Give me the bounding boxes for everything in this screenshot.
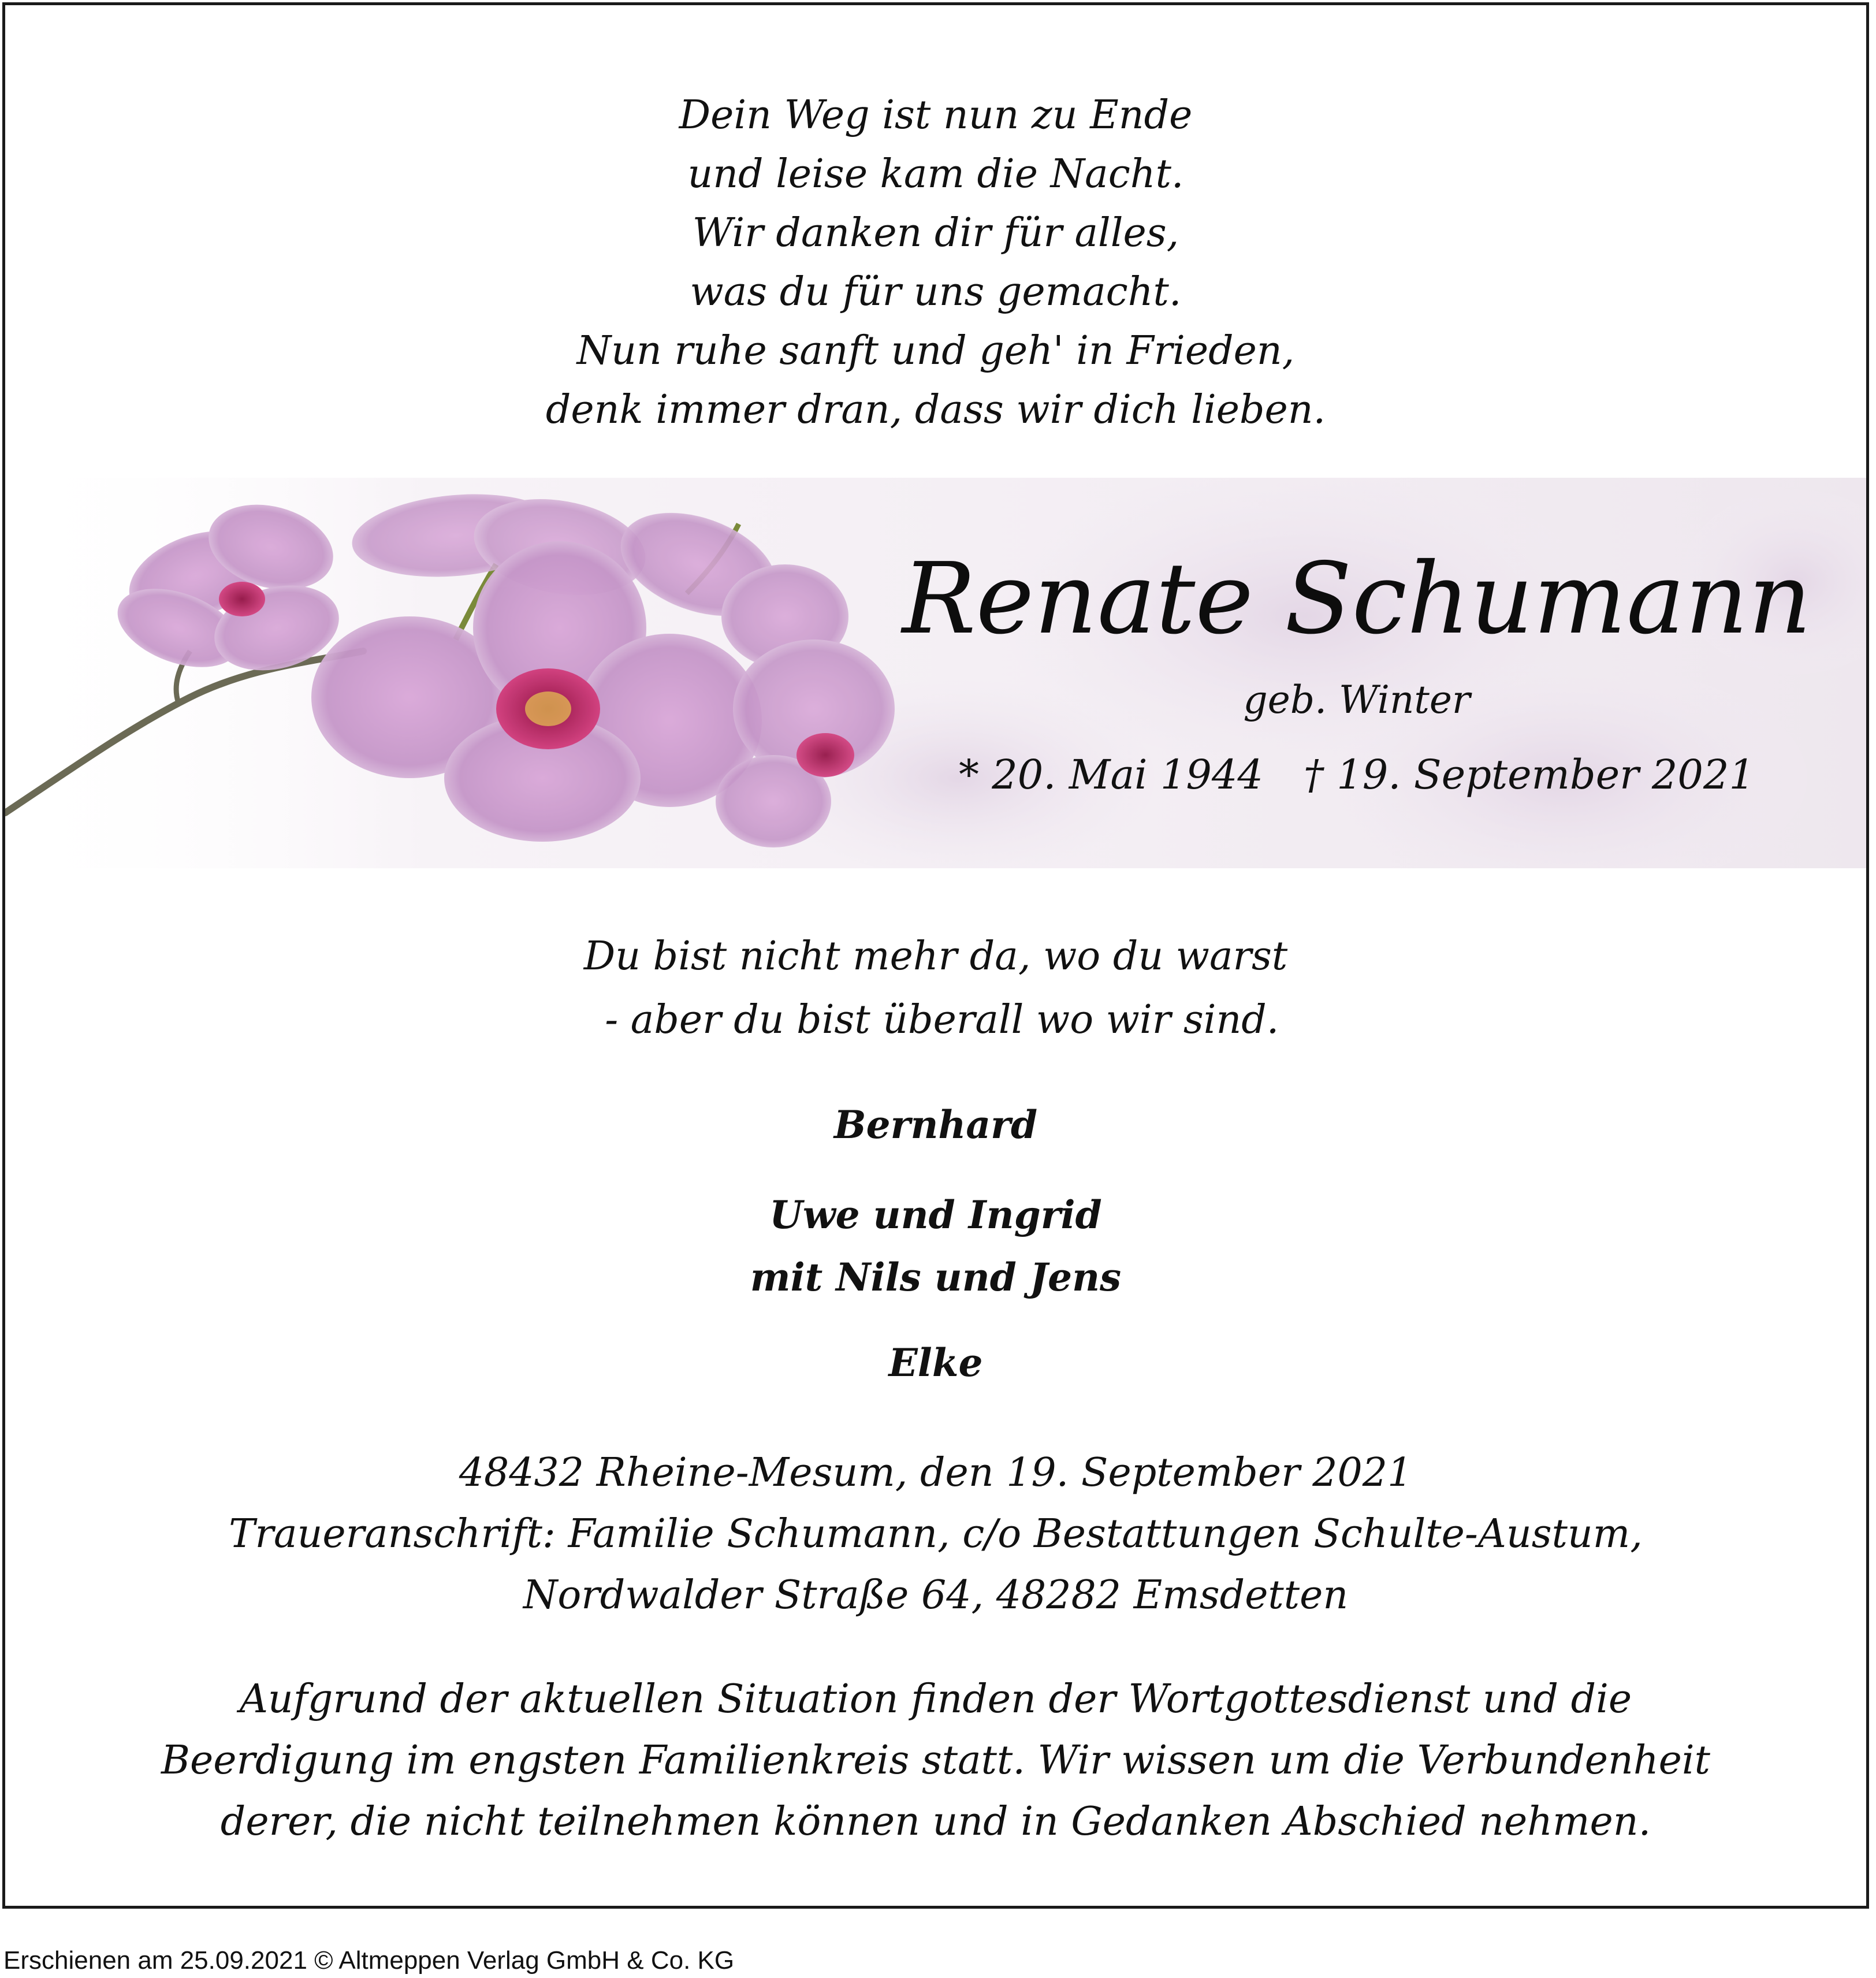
poem-line: Wir danken dir für alles, — [692, 210, 1179, 256]
verse-line: Du bist nicht mehr da, wo du warst — [583, 934, 1288, 979]
publication-footer: Erschienen am 25.09.2021 © Altmeppen Verlag GmbH & Co. KG — [3, 1946, 735, 1975]
mourner-name: Uwe und Ingrid — [769, 1192, 1102, 1237]
birth-name: geb. Winter — [1243, 678, 1471, 722]
address-line: 48432 Rheine-Mesum, den 19. September 2021 — [459, 1450, 1413, 1496]
mourner-name: Bernhard — [833, 1102, 1038, 1147]
memorial-verse — [5, 925, 1866, 1052]
poem-line: was du für uns gemacht. — [690, 269, 1182, 315]
poem-line: und leise kam die Nacht. — [687, 151, 1184, 197]
address-line: Nordwalder Straße 64, 48282 Emsdetten — [523, 1572, 1349, 1618]
life-dates — [860, 746, 1853, 804]
orchid-banner — [5, 478, 1869, 868]
funeral-notice — [5, 1669, 1866, 1853]
verse-line: - aber du bist überall wo wir sind. — [592, 997, 1279, 1043]
mourner-group — [5, 1184, 1866, 1308]
mourner-name: mit Nils und Jens — [750, 1255, 1122, 1300]
notice-line: derer, die nicht teilnehmen können und in Gedanken Abschied nehmen. — [220, 1799, 1651, 1845]
address-line: Traueranschrift: Familie Schumann, c/o Bestattungen Schulte-Austum, — [229, 1511, 1643, 1557]
notice-line: Beerdigung im engsten Familienkreis statt. Wir wissen um die Verbundenheit — [161, 1738, 1710, 1783]
mourner-name: Elke — [888, 1340, 983, 1385]
birth-date: * 20. Mai 1944 — [958, 751, 1263, 798]
mourning-address — [5, 1442, 1866, 1626]
death-date: † 19. September 2021 — [1303, 751, 1755, 798]
poem-line: Nun ruhe sanft und geh' in Frieden, — [576, 328, 1295, 374]
opening-poem — [5, 86, 1866, 440]
orchid-image — [5, 478, 1869, 868]
poem-line: denk immer dran, dass wir dich lieben. — [545, 387, 1326, 433]
obituary-frame — [2, 2, 1869, 1909]
deceased-name: Renate Schumann — [902, 542, 1812, 656]
poem-line: Dein Weg ist nun zu Ende — [679, 92, 1193, 138]
mourner-group — [5, 1096, 1866, 1154]
mourner-group — [5, 1334, 1866, 1392]
notice-line: Aufgrund der aktuellen Situation finden der Wortgottesdienst und die — [239, 1676, 1632, 1722]
